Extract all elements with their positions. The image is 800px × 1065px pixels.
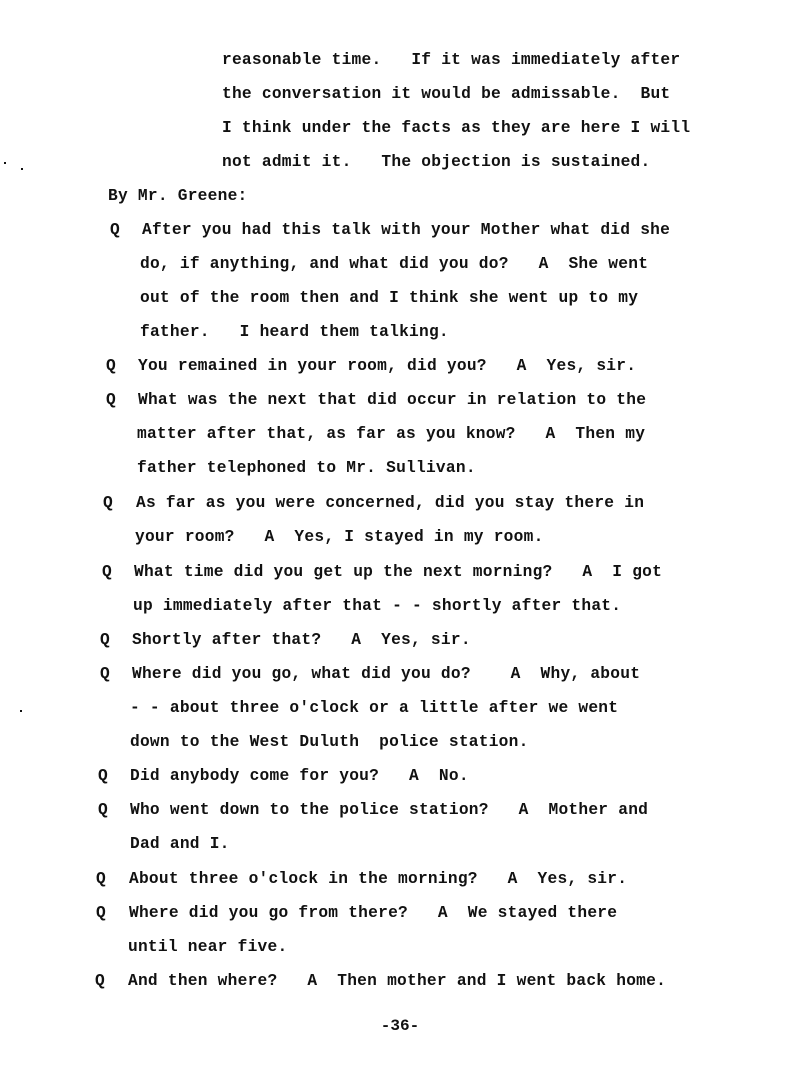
question-marker: Q <box>96 870 106 888</box>
qa-line: your room? A Yes, I stayed in my room. <box>135 528 544 546</box>
qa-line: Shortly after that? A Yes, sir. <box>132 631 471 649</box>
question-marker: Q <box>100 665 110 683</box>
qa-line: father. I heard them talking. <box>140 323 449 341</box>
qa-line: Where did you go from there? A We stayed there <box>129 904 618 922</box>
question-marker: Q <box>103 494 113 512</box>
qa-line: Who went down to the police station? A Mother and <box>130 801 649 819</box>
qa-line: down to the West Duluth police station. <box>130 733 529 751</box>
qa-line: Where did you go, what did you do? A Why, about <box>132 665 641 683</box>
qa-line: until near five. <box>128 938 288 956</box>
question-marker: Q <box>106 357 116 375</box>
question-marker: Q <box>106 391 116 409</box>
scan-speck <box>20 710 22 712</box>
qa-line: do, if anything, and what did you do? A She went <box>140 255 649 273</box>
court-ruling-line: not admit it. The objection is sustained. <box>222 153 651 171</box>
scan-speck <box>21 168 23 170</box>
qa-line: And then where? A Then mother and I went back home. <box>128 972 667 990</box>
question-marker: Q <box>102 563 112 581</box>
qa-line: father telephoned to Mr. Sullivan. <box>137 459 476 477</box>
qa-line: After you had this talk with your Mother what did she <box>142 221 671 239</box>
question-marker: Q <box>98 801 108 819</box>
qa-line: About three o'clock in the morning? A Yes, sir. <box>129 870 628 888</box>
scan-speck <box>4 162 6 164</box>
court-ruling-line: reasonable time. If it was immediately after <box>222 51 681 69</box>
question-marker: Q <box>95 972 105 990</box>
question-marker: Q <box>96 904 106 922</box>
qa-line: Did anybody come for you? A No. <box>130 767 469 785</box>
page-number: -36- <box>380 1017 420 1035</box>
qa-line: out of the room then and I think she went up to my <box>140 289 639 307</box>
question-marker: Q <box>100 631 110 649</box>
qa-line: What was the next that did occur in relation to the <box>138 391 647 409</box>
examiner-heading: By Mr. Greene: <box>108 187 248 205</box>
qa-line: up immediately after that - - shortly after that. <box>133 597 622 615</box>
qa-line: As far as you were concerned, did you stay there in <box>136 494 645 512</box>
question-marker: Q <box>110 221 120 239</box>
qa-line: You remained in your room, did you? A Yes, sir. <box>138 357 637 375</box>
qa-line: Dad and I. <box>130 835 230 853</box>
court-ruling-line: the conversation it would be admissable. But <box>222 85 671 103</box>
qa-line: - - about three o'clock or a little after we went <box>130 699 619 717</box>
qa-line: matter after that, as far as you know? A Then my <box>137 425 646 443</box>
court-ruling-line: I think under the facts as they are here I will <box>222 119 691 137</box>
question-marker: Q <box>98 767 108 785</box>
qa-line: What time did you get up the next morning? A I got <box>134 563 663 581</box>
